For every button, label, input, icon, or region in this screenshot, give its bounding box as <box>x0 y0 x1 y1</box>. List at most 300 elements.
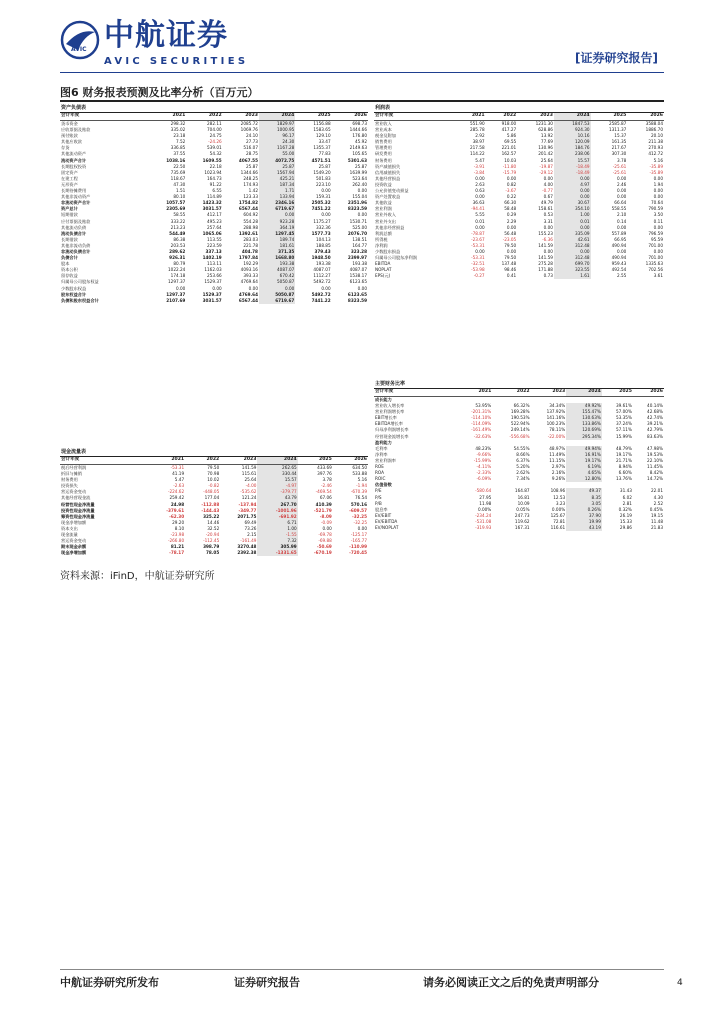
value-cell: 0.00 <box>475 248 485 254</box>
value-cell: 42.79% <box>647 427 663 433</box>
value-cell: 544.49 <box>169 230 186 236</box>
value-cell: 69.55 <box>504 139 517 145</box>
value-cell: 77.69 <box>540 139 553 145</box>
value-cell: 0.00 <box>543 224 553 230</box>
value-cell: -521.79 <box>313 507 332 513</box>
row-label: 信用减值损失 <box>375 169 401 175</box>
value-cell: -94.41 <box>471 206 485 212</box>
value-cell: 0.00 <box>357 188 367 194</box>
row-label: 非流动资产合计 <box>61 200 91 206</box>
value-cell: 4087.07 <box>259 267 295 273</box>
value-cell: 47.98% <box>647 445 663 451</box>
value-cell: 1.42 <box>248 188 258 194</box>
value-cell: 270.93 <box>648 145 663 151</box>
year-header: 2022 <box>186 113 222 121</box>
value-cell: 0.00% <box>477 506 492 512</box>
value-cell: 213.23 <box>170 224 186 230</box>
value-cell: 0.00 <box>653 194 663 200</box>
value-cell: 558.55 <box>611 206 627 212</box>
value-cell: 25.64 <box>244 477 257 483</box>
year-header: 2023 <box>220 457 257 465</box>
value-cell: 77.83 <box>318 151 331 157</box>
value-cell: -580.64 <box>475 488 492 494</box>
value-cell: -531.08 <box>475 518 492 524</box>
value-cell: -319.93 <box>475 524 492 530</box>
value-cell: 19.15 <box>651 512 663 518</box>
value-cell: 295.34% <box>566 434 602 440</box>
value-cell: 1886.70 <box>645 127 663 133</box>
value-cell: -69.88 <box>318 538 332 544</box>
value-cell: 48.23% <box>475 445 492 451</box>
value-cell: 283.03 <box>243 236 258 242</box>
table-row <box>374 273 664 279</box>
value-cell: 5492.72 <box>311 291 331 297</box>
row-label: 营业收入 <box>375 121 392 126</box>
value-cell: 0.01 <box>475 218 485 224</box>
value-cell: 1847.53 <box>554 121 591 128</box>
value-cell: 6567.44 <box>238 297 258 303</box>
row-label: 营业收入增长率 <box>375 403 405 409</box>
value-cell: -535.62 <box>240 489 257 495</box>
value-cell: 7.32 <box>257 538 297 544</box>
row-label: 少数股东权益 <box>61 285 87 291</box>
value-cell: 5050.87 <box>259 292 295 298</box>
value-cell: -50.69 <box>316 544 332 550</box>
value-cell: 699.70 <box>554 261 591 267</box>
value-cell: 55.00 <box>259 151 295 157</box>
value-cell: 371.35 <box>259 249 295 255</box>
value-cell: 176.80 <box>352 133 367 139</box>
value-cell: 1.94 <box>653 181 663 187</box>
value-cell: 2392.38 <box>237 550 257 556</box>
value-cell: -3.84 <box>473 169 485 175</box>
value-cell: 162.57 <box>501 151 517 157</box>
value-cell: 1577.73 <box>311 230 331 236</box>
row-label: 营运资金变动 <box>61 538 87 544</box>
row-label: 股本 <box>61 261 70 267</box>
header-row <box>60 457 368 465</box>
value-cell: 48.79% <box>615 445 632 451</box>
value-cell: 0.41 <box>506 273 517 279</box>
value-cell: 15.57 <box>257 477 297 483</box>
table-row <box>60 121 368 128</box>
value-cell: 86.38 <box>173 236 186 242</box>
value-cell: 8323.59 <box>347 206 367 212</box>
value-cell: 924.30 <box>554 127 591 133</box>
value-cell: 6.37% <box>516 457 530 463</box>
group-label: 估值倍数 <box>375 482 392 488</box>
value-cell: 79.50 <box>207 465 220 470</box>
value-cell: 247.73 <box>514 512 530 518</box>
value-cell: 141.59 <box>241 465 257 470</box>
row-label: 营业利润增长率 <box>375 409 405 415</box>
section-title-row <box>60 104 368 113</box>
row-label: NOPLAT <box>375 267 392 273</box>
value-cell: -112.88 <box>201 501 220 507</box>
value-cell: -0.27 <box>473 273 485 279</box>
table-row <box>60 298 368 304</box>
value-cell: 0.00 <box>506 248 517 254</box>
row-label: 其他流动负债 <box>61 224 87 230</box>
value-cell: 4.65% <box>566 470 602 476</box>
value-cell: 1392.61 <box>238 230 258 236</box>
value-cell: -53.31 <box>170 465 185 470</box>
value-cell: 0.11 <box>653 218 663 224</box>
row-label: 其他流动资产 <box>61 151 87 157</box>
value-cell: 259.42 <box>169 495 185 501</box>
value-cell: 221.78 <box>243 242 258 248</box>
value-cell: 551.90 <box>469 121 485 126</box>
value-cell: 3270.48 <box>237 544 257 550</box>
value-cell: 379.43 <box>314 248 331 254</box>
value-cell: -23.67 <box>471 236 485 242</box>
header-row <box>60 113 368 121</box>
row-label: 利润总额 <box>375 230 392 236</box>
row-label: 所得税 <box>375 236 388 242</box>
value-cell: 26.19 <box>619 512 632 518</box>
value-cell: 0.67 <box>543 194 553 200</box>
value-cell: -144.43 <box>201 507 220 513</box>
value-cell: 161.35 <box>611 139 627 145</box>
table-row <box>374 525 664 531</box>
year-header: 2025 <box>298 457 333 465</box>
value-cell: 0.00 <box>554 194 591 200</box>
value-cell: 184.76 <box>554 145 591 151</box>
value-cell: 72.81 <box>553 518 566 524</box>
row-label: 长期股权投资 <box>61 163 87 169</box>
value-cell: 1167.28 <box>259 145 295 151</box>
value-cell: -2.63 <box>173 483 185 489</box>
value-cell: 2.92 <box>475 133 485 139</box>
value-cell: 57.00% <box>615 409 632 415</box>
value-cell: 926.31 <box>169 255 186 261</box>
value-cell: 1529.37 <box>202 291 222 297</box>
value-cell: -6.36 <box>542 236 553 242</box>
value-cell: 69.49 <box>244 519 257 525</box>
value-cell: 522.94% <box>510 421 530 427</box>
value-cell: 298.32 <box>170 121 186 126</box>
value-cell: 5.86 <box>506 133 517 139</box>
row-label: 其他经营损益 <box>375 175 401 181</box>
value-cell: 2076.70 <box>347 230 367 236</box>
row-label: 其他非流动资产 <box>61 194 91 200</box>
value-cell: 49.92% <box>566 403 602 409</box>
value-cell: 3.23 <box>555 500 566 506</box>
value-cell: 118.67 <box>170 175 186 181</box>
value-cell: 53.35% <box>615 415 632 421</box>
value-cell: 104.13 <box>315 236 331 242</box>
row-label: 资产处置收益 <box>375 194 401 200</box>
value-cell: 30.67 <box>554 200 591 206</box>
column-header: 会计年度 <box>60 457 150 465</box>
value-cell: 79.50 <box>504 242 517 248</box>
value-cell: 1162.03 <box>204 267 222 273</box>
value-cell: 66.64 <box>614 200 627 206</box>
value-cell: 29.20 <box>172 519 185 525</box>
value-cell: 267.70 <box>257 502 297 508</box>
value-cell: 1231.30 <box>535 121 553 126</box>
value-cell: 78.11% <box>549 427 566 433</box>
value-cell: 0.05% <box>516 506 530 512</box>
value-cell: -24.26 <box>208 139 222 145</box>
row-label: EBITDA增长率 <box>375 421 403 427</box>
value-cell: -137.94 <box>238 501 257 507</box>
year-header: 2021 <box>150 113 186 121</box>
value-cell: -1001.96 <box>257 508 297 514</box>
value-cell: 570.16 <box>350 501 367 507</box>
value-cell: 70.64 <box>651 200 663 206</box>
value-cell: 116.61 <box>550 524 566 530</box>
value-cell: 81.21 <box>170 544 185 550</box>
value-cell: 312.48 <box>554 243 591 249</box>
value-cell: 174.93 <box>243 181 258 187</box>
value-cell: 2.52 <box>653 500 663 506</box>
value-cell: 70.98 <box>207 471 220 477</box>
value-cell: 181.61 <box>259 243 295 249</box>
value-cell: 223.10 <box>315 181 331 187</box>
value-cell: 22.01 <box>651 488 663 494</box>
value-cell: 12.80% <box>566 476 602 482</box>
table-row <box>60 465 368 472</box>
row-label: P/S <box>375 494 382 500</box>
value-cell: 670.42 <box>259 273 295 279</box>
value-cell: 8.94% <box>618 464 632 470</box>
value-cell: 15.37 <box>614 133 627 139</box>
value-cell: 0.00 <box>475 175 485 181</box>
value-cell: 167.31 <box>514 524 530 530</box>
value-cell: 141.59 <box>538 255 553 261</box>
row-label: 毛利率 <box>375 445 388 451</box>
value-cell: 22.18 <box>209 163 222 169</box>
value-cell: 7451.22 <box>311 206 331 212</box>
value-cell: 91.22 <box>209 181 222 187</box>
value-cell: 1538.17 <box>349 273 367 279</box>
value-cell: 333.22 <box>170 218 186 224</box>
value-cell: 11.49% <box>549 451 566 457</box>
report-tag: [证券研究报告] <box>575 51 658 65</box>
header-row <box>374 389 664 397</box>
value-cell: 628.86 <box>538 127 553 133</box>
value-cell: 0.45% <box>649 506 663 512</box>
value-cell: 9.26% <box>551 476 566 482</box>
row-label: P/E <box>375 488 382 494</box>
value-cell: 796.59 <box>648 230 663 236</box>
value-cell: 0.00 <box>616 248 627 254</box>
value-cell: 49.37 <box>566 488 602 494</box>
value-cell: 158.61 <box>538 206 553 212</box>
value-cell: 8.35 <box>566 495 602 501</box>
table-row <box>60 550 368 556</box>
value-cell: -78.87 <box>471 230 485 236</box>
value-cell: 0.73 <box>543 273 553 279</box>
value-cell: 1609.55 <box>202 157 222 163</box>
value-cell: -1.94 <box>356 483 367 489</box>
value-cell: -556.68% <box>509 433 530 439</box>
value-cell: 2.81 <box>622 500 632 506</box>
row-label: 营业利润 <box>375 206 392 212</box>
value-cell: 557.89 <box>611 230 627 236</box>
value-cell: 412.17 <box>207 212 222 218</box>
value-cell: 42.68% <box>647 409 663 415</box>
value-cell: 1668.80 <box>259 255 295 261</box>
value-cell: -6.09% <box>476 476 492 482</box>
footer-disclaimer: 请务必阅读正文之后的免责声明部分 <box>423 976 599 989</box>
value-cell: 47.30 <box>173 181 186 187</box>
value-cell: 1.51 <box>176 188 186 194</box>
row-label: 存货 <box>61 145 70 151</box>
row-label: 少数股东损益 <box>375 248 401 254</box>
value-cell: 288.98 <box>243 224 258 230</box>
value-cell: 217.58 <box>469 145 485 151</box>
value-cell: 31.43 <box>619 488 632 494</box>
value-cell: 702.56 <box>648 267 663 273</box>
value-cell: 0.01 <box>554 219 591 225</box>
row-label: 期末现金余额 <box>61 544 87 550</box>
value-cell: 1297.37 <box>168 279 186 285</box>
value-cell: 11.45% <box>647 464 663 470</box>
value-cell: 398.79 <box>203 544 220 550</box>
value-cell: 7.34% <box>516 476 530 482</box>
value-cell: 0.14 <box>616 218 627 224</box>
value-cell: 28.75 <box>245 151 258 157</box>
value-cell: -2.46 <box>320 483 332 489</box>
row-label: 投资损失 <box>61 483 78 489</box>
value-cell: 27.73 <box>245 139 258 145</box>
value-cell: 3.05 <box>566 501 602 507</box>
value-cell: -11.80 <box>502 163 517 169</box>
row-label: 资产总计 <box>61 206 78 212</box>
value-cell: 49.79 <box>540 200 553 206</box>
value-cell: 95.59 <box>651 236 663 242</box>
value-cell: 4067.55 <box>238 157 258 163</box>
value-cell: 307.30 <box>611 151 627 157</box>
value-cell: -29.12 <box>539 169 553 175</box>
row-label: 资本公积 <box>61 267 78 273</box>
value-cell: 285.78 <box>469 127 485 133</box>
value-cell: 2.16% <box>551 470 566 476</box>
value-cell: 6567.44 <box>238 206 258 212</box>
value-cell: 0.00 <box>322 525 332 531</box>
value-cell: 13.76% <box>615 476 632 482</box>
value-cell: 6719.67 <box>259 298 295 304</box>
value-cell: 155.23 <box>538 230 553 236</box>
value-cell: 336.85 <box>170 145 186 151</box>
value-cell: 19.99 <box>566 519 602 525</box>
value-cell: 171.88 <box>538 267 553 273</box>
value-cell: 15.57 <box>554 158 591 164</box>
row-label: 留存收益 <box>61 273 78 279</box>
year-header: 2024 <box>554 113 591 121</box>
value-cell: 125.67 <box>550 512 566 518</box>
column-header: 会计年度 <box>60 113 150 121</box>
value-cell: 24.10 <box>245 133 258 139</box>
value-cell: 5.16 <box>653 157 663 163</box>
row-label: 短期借款 <box>61 212 78 218</box>
row-label: 财务费用 <box>375 157 392 163</box>
value-cell: 5.16 <box>357 477 367 483</box>
value-cell: 0.00 <box>212 285 222 291</box>
value-cell: 0.53 <box>543 212 553 218</box>
value-cell: 323.28 <box>350 248 367 254</box>
value-cell: 0.00 <box>653 175 663 181</box>
row-label: 现金净增加额 <box>61 519 87 525</box>
value-cell: 14.72% <box>647 476 663 482</box>
value-cell: 23.18 <box>173 133 186 139</box>
value-cell: 0.26% <box>566 507 602 513</box>
value-cell: 190.53% <box>510 415 530 421</box>
value-cell: 66.30 <box>504 200 517 206</box>
row-label: 财务费用 <box>61 477 78 483</box>
value-cell: 1423.32 <box>202 200 222 206</box>
value-cell: 137.92% <box>546 409 566 415</box>
value-cell: 257.64 <box>207 224 222 230</box>
value-cell: 5.55 <box>475 212 485 218</box>
row-label: ROIC <box>375 476 386 482</box>
value-cell: 21.83 <box>651 524 663 530</box>
value-cell: 1529.37 <box>204 279 222 285</box>
value-cell: 397.76 <box>317 471 332 477</box>
row-label: 应收票据及账款 <box>61 127 91 133</box>
value-cell: 38.97 <box>472 139 485 145</box>
value-cell: 1797.84 <box>238 255 258 261</box>
year-header: 2025 <box>591 113 628 121</box>
row-label: 其他非经营损益 <box>375 224 405 230</box>
value-cell: 1754.82 <box>238 200 258 206</box>
value-cell: 404.78 <box>241 248 258 254</box>
value-cell: 253.66 <box>207 273 222 279</box>
row-label: 税金及附加 <box>375 133 396 139</box>
value-cell: 1175.27 <box>313 218 331 224</box>
row-label: 在建工程 <box>61 175 78 181</box>
value-cell: 105.65 <box>352 151 367 157</box>
value-cell: 0.00 <box>543 248 553 254</box>
value-cell: 13.92 <box>540 133 553 139</box>
value-cell: 141.16% <box>546 415 566 421</box>
row-label: 负债合计 <box>61 255 78 261</box>
value-cell: 1.00 <box>554 212 591 218</box>
value-cell: 174.18 <box>170 273 186 279</box>
value-cell: 5050.87 <box>259 279 295 285</box>
value-cell: 192.29 <box>243 261 258 267</box>
value-cell: 249.14% <box>510 427 530 433</box>
value-cell: 2.29 <box>506 218 517 224</box>
row-label: 归母净利润增长率 <box>375 427 409 433</box>
svg-text:AVIC: AVIC <box>71 46 87 53</box>
value-cell: 0.00 <box>475 224 485 230</box>
row-label: 固定资产 <box>61 169 78 175</box>
value-cell: -62.30 <box>169 513 185 519</box>
group-label: 成长能力 <box>375 397 392 402</box>
value-cell: 0.00 <box>357 212 367 218</box>
value-cell: 1530.71 <box>349 218 367 224</box>
value-cell: -379.77 <box>257 489 297 495</box>
value-cell: 24.75 <box>209 133 222 139</box>
value-cell: 0.00 <box>506 175 517 181</box>
value-cell: 325.22 <box>203 513 220 519</box>
value-cell: 3.78 <box>322 477 332 483</box>
value-cell: 0.00 <box>653 224 663 230</box>
row-label: 其他收益 <box>375 200 392 206</box>
value-cell: 0.00 <box>653 248 663 254</box>
row-label: 现金流量 <box>61 532 78 538</box>
value-cell: 332.36 <box>315 224 331 230</box>
row-label: 长期借款 <box>61 236 78 242</box>
value-cell: 1583.65 <box>313 127 331 133</box>
value-cell: 45.92 <box>355 139 367 145</box>
value-cell: 1.71 <box>259 188 295 194</box>
value-cell: 698.73 <box>352 121 367 126</box>
value-cell: 4072.75 <box>259 158 295 164</box>
